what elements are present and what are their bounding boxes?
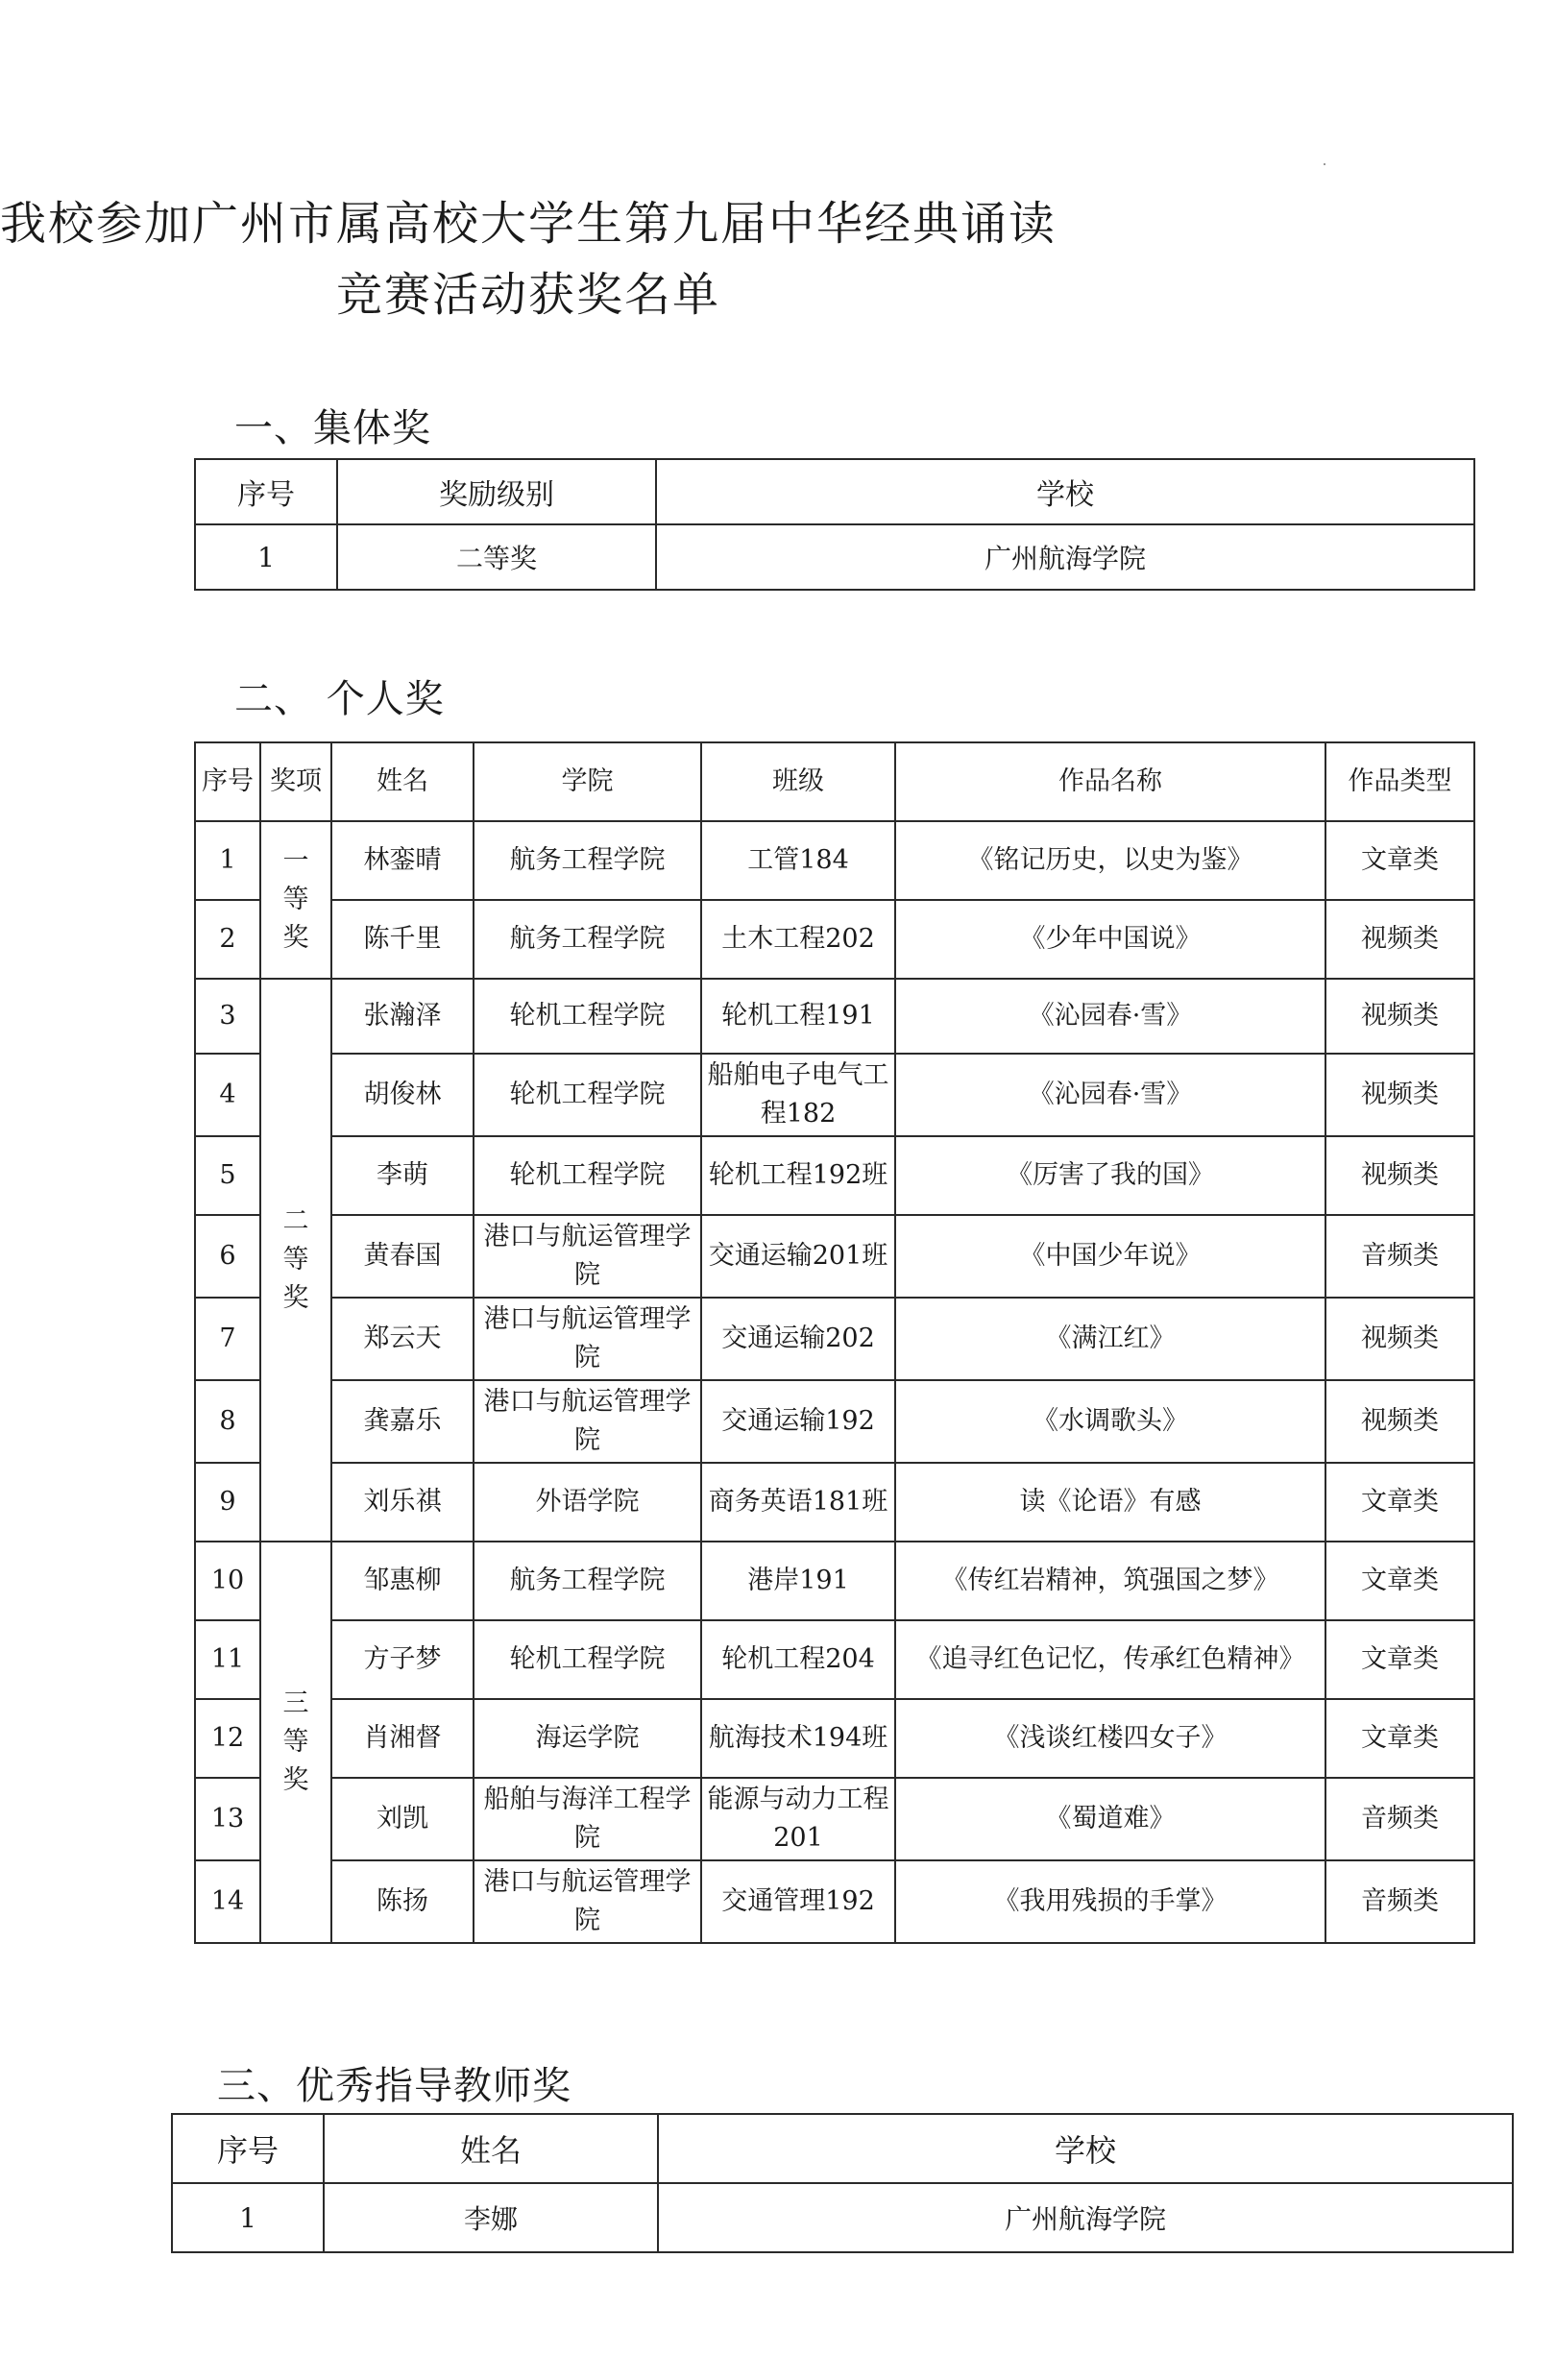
award-char: 奖: [282, 923, 309, 953]
cell-name: 李萌: [331, 1136, 474, 1215]
cell-class: 土木工程202: [701, 900, 895, 979]
award-char: 奖: [282, 1283, 309, 1313]
cell-name: 龚嘉乐: [331, 1380, 474, 1463]
cell-college: 港口与航运管理学院: [474, 1860, 701, 1943]
cell-name: 郑云天: [331, 1298, 474, 1380]
table-row: [195, 1215, 1474, 1298]
cell-type: 文章类: [1325, 1699, 1474, 1778]
cell-no: 6: [195, 1215, 260, 1298]
cell-name: 刘凯: [331, 1778, 474, 1860]
cell-college: 海运学院: [474, 1699, 701, 1778]
award-char: 等: [282, 1245, 309, 1275]
cell-college: 轮机工程学院: [474, 1054, 701, 1136]
table-row: [195, 1620, 1474, 1699]
cell-college: 港口与航运管理学院: [474, 1215, 701, 1298]
cell-college: 航务工程学院: [474, 1542, 701, 1620]
scan-speck: [1324, 163, 1325, 165]
cell-college: 外语学院: [474, 1463, 701, 1542]
cell-name: 林銮晴: [331, 821, 474, 900]
cell-type: 文章类: [1325, 1463, 1474, 1542]
cell-name: 邹惠柳: [331, 1542, 474, 1620]
header-name: 姓名: [324, 2114, 658, 2183]
header-name: 姓名: [331, 742, 474, 821]
table-row: [195, 1380, 1474, 1463]
award-char: 一: [282, 846, 309, 876]
cell-type: 视频类: [1325, 1298, 1474, 1380]
cell-name: 刘乐祺: [331, 1463, 474, 1542]
table-row: [195, 900, 1474, 979]
table-row: [195, 1054, 1474, 1136]
table-row: [195, 821, 1474, 900]
table-row: [195, 1463, 1474, 1542]
header-no: 序号: [172, 2114, 324, 2183]
cell-no: 14: [195, 1860, 260, 1943]
cell-class: 能源与动力工程201: [701, 1778, 895, 1860]
cell-class: 商务英语181班: [701, 1463, 895, 1542]
header-work: 作品名称: [895, 742, 1325, 821]
cell-work: 《浅谈红楼四女子》: [895, 1699, 1325, 1778]
header-no: 序号: [195, 459, 337, 524]
table-row: [195, 524, 1474, 590]
award-char: 奖: [282, 1765, 309, 1795]
cell-level: 二等奖: [337, 524, 656, 590]
header-type: 作品类型: [1325, 742, 1474, 821]
award-char: 等: [282, 885, 309, 914]
cell-type: 视频类: [1325, 1054, 1474, 1136]
cell-work: 《满江红》: [895, 1298, 1325, 1380]
cell-no: 11: [195, 1620, 260, 1699]
cell-no: 10: [195, 1542, 260, 1620]
cell-name: 张瀚泽: [331, 979, 474, 1054]
cell-college: 港口与航运管理学院: [474, 1298, 701, 1380]
cell-class: 船舶电子电气工程182: [701, 1054, 895, 1136]
cell-no: 9: [195, 1463, 260, 1542]
document-title: [0, 188, 1057, 330]
header-level: 奖励级别: [337, 459, 656, 524]
cell-name: 黄春国: [331, 1215, 474, 1298]
cell-college: 航务工程学院: [474, 900, 701, 979]
table-row: [195, 1298, 1474, 1380]
cell-no: 5: [195, 1136, 260, 1215]
teacher-award-table: [171, 2113, 1514, 2253]
table-header-row: [195, 459, 1474, 524]
cell-no: 3: [195, 979, 260, 1054]
cell-no: 13: [195, 1778, 260, 1860]
cell-no: 4: [195, 1054, 260, 1136]
header-class: 班级: [701, 742, 895, 821]
table-header-row: [195, 742, 1474, 821]
cell-name: 肖湘督: [331, 1699, 474, 1778]
header-no: 序号: [195, 742, 260, 821]
header-college: 学院: [474, 742, 701, 821]
award-char: 三: [282, 1688, 309, 1718]
cell-school: 广州航海学院: [658, 2183, 1513, 2252]
section-teacher-heading: 三、优秀指导教师奖: [217, 2064, 571, 2108]
award-char: 二: [282, 1206, 309, 1236]
cell-class: 轮机工程192班: [701, 1136, 895, 1215]
cell-class: 工管184: [701, 821, 895, 900]
cell-work: 《沁园春·雪》: [895, 1054, 1325, 1136]
cell-work: 《铭记历史，以史为鉴》: [895, 821, 1325, 900]
section-individual-heading: 二、 个人奖: [234, 677, 445, 721]
table-header-row: [172, 2114, 1513, 2183]
cell-work: 《沁园春·雪》: [895, 979, 1325, 1054]
cell-class: 轮机工程204: [701, 1620, 895, 1699]
collective-award-table: [194, 458, 1475, 591]
cell-work: 《厉害了我的国》: [895, 1136, 1325, 1215]
cell-college: 轮机工程学院: [474, 979, 701, 1054]
cell-no: 8: [195, 1380, 260, 1463]
cell-school: 广州航海学院: [656, 524, 1474, 590]
cell-type: 音频类: [1325, 1860, 1474, 1943]
cell-name: 胡俊林: [331, 1054, 474, 1136]
table-row: [195, 1778, 1474, 1860]
cell-class: 交通管理192: [701, 1860, 895, 1943]
cell-college: 船舶与海洋工程学院: [474, 1778, 701, 1860]
cell-type: 音频类: [1325, 1778, 1474, 1860]
cell-no: 7: [195, 1298, 260, 1380]
cell-college: 航务工程学院: [474, 821, 701, 900]
cell-no: 1: [172, 2183, 324, 2252]
cell-work: 《我用残损的手掌》: [895, 1860, 1325, 1943]
cell-class: 交通运输201班: [701, 1215, 895, 1298]
cell-class: 交通运输202: [701, 1298, 895, 1380]
cell-type: 文章类: [1325, 1620, 1474, 1699]
header-school: 学校: [656, 459, 1474, 524]
individual-award-table: [194, 741, 1475, 1944]
cell-work: 《水调歌头》: [895, 1380, 1325, 1463]
cell-work: 《蜀道难》: [895, 1778, 1325, 1860]
cell-name: 陈扬: [331, 1860, 474, 1943]
cell-no: 2: [195, 900, 260, 979]
award-char: 等: [282, 1727, 309, 1757]
cell-class: 交通运输192: [701, 1380, 895, 1463]
cell-name: 方子梦: [331, 1620, 474, 1699]
cell-work: 读《论语》有感: [895, 1463, 1325, 1542]
table-row: [195, 979, 1474, 1054]
cell-work: 《少年中国说》: [895, 900, 1325, 979]
cell-college: 轮机工程学院: [474, 1620, 701, 1699]
title-line-1: 我校参加广州市属高校大学生第九届中华经典诵读: [0, 197, 1058, 251]
header-school: 学校: [658, 2114, 1513, 2183]
cell-name: 李娜: [324, 2183, 658, 2252]
table-row: [195, 1699, 1474, 1778]
cell-no: 12: [195, 1699, 260, 1778]
award-first-prize: [260, 821, 331, 979]
table-row: [195, 1136, 1474, 1215]
header-award: 奖项: [260, 742, 331, 821]
award-third-prize: [260, 1542, 331, 1943]
cell-class: 航海技术194班: [701, 1699, 895, 1778]
cell-college: 港口与航运管理学院: [474, 1380, 701, 1463]
cell-name: 陈千里: [331, 900, 474, 979]
cell-type: 音频类: [1325, 1215, 1474, 1298]
table-row: [172, 2183, 1513, 2252]
cell-work: 《追寻红色记忆，传承红色精神》: [895, 1620, 1325, 1699]
title-line-2: 竞赛活动获奖名单: [335, 268, 720, 322]
cell-type: 视频类: [1325, 1136, 1474, 1215]
cell-type: 视频类: [1325, 1380, 1474, 1463]
award-second-prize: [260, 979, 331, 1542]
cell-no: 1: [195, 821, 260, 900]
cell-class: 轮机工程191: [701, 979, 895, 1054]
cell-no: 1: [195, 524, 337, 590]
cell-work: 《传红岩精神，筑强国之梦》: [895, 1542, 1325, 1620]
cell-class: 港岸191: [701, 1542, 895, 1620]
cell-type: 视频类: [1325, 979, 1474, 1054]
table-row: [195, 1542, 1474, 1620]
cell-work: 《中国少年说》: [895, 1215, 1325, 1298]
cell-type: 文章类: [1325, 1542, 1474, 1620]
cell-college: 轮机工程学院: [474, 1136, 701, 1215]
section-collective-heading: 一、集体奖: [234, 406, 431, 450]
table-row: [195, 1860, 1474, 1943]
cell-type: 文章类: [1325, 821, 1474, 900]
cell-type: 视频类: [1325, 900, 1474, 979]
